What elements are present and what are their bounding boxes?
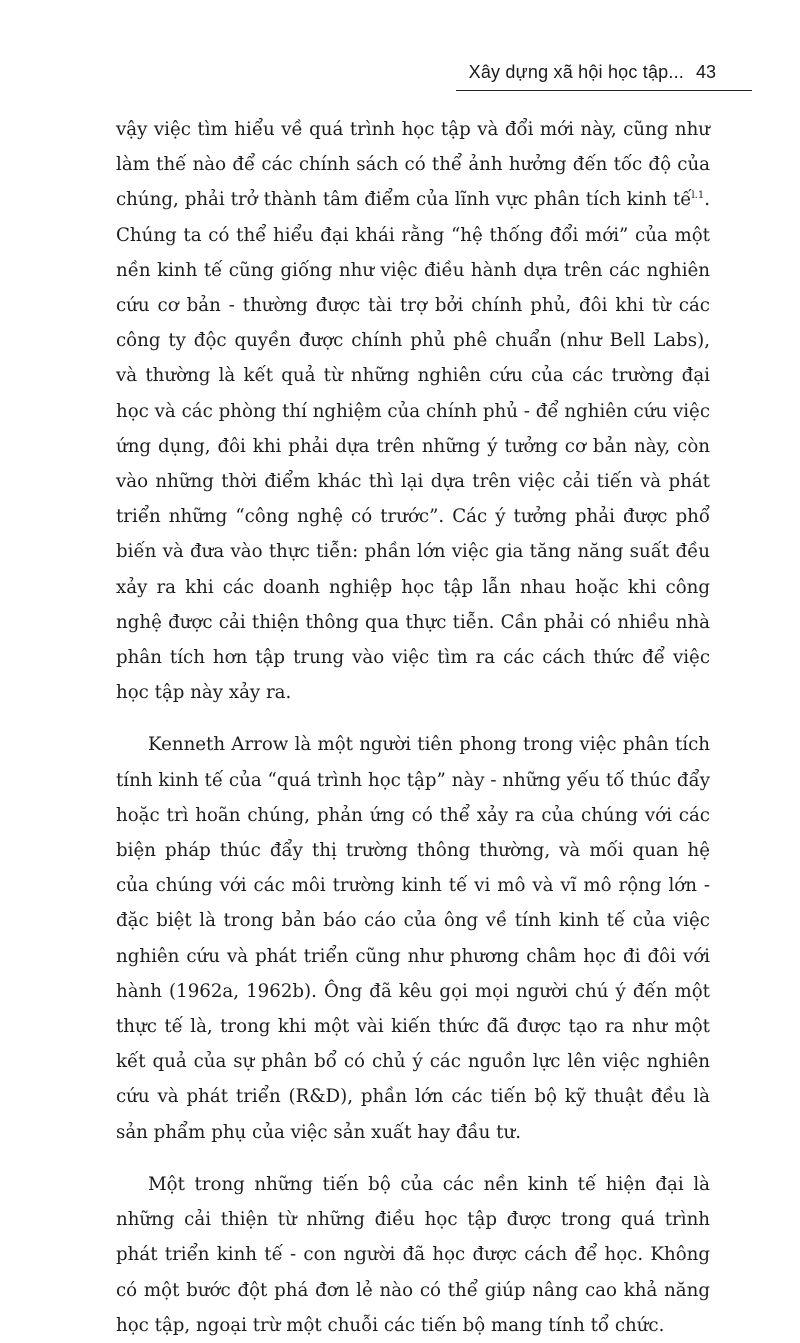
body-text — [116, 112, 710, 1343]
header-rule — [456, 90, 752, 91]
paragraph-1-text: vậy việc tìm hiểu về quá trình học tập và đổi mới này, cũng như làm thế nào để các chính sách có thể ảnh hưởng đến tốc độ của chúng, phải trở thành tâm điểm của lĩnh vực phân tích kinh tế — [116, 119, 710, 211]
running-header-title: Xây dựng xã hội học tập... — [468, 62, 684, 82]
footnote-ref: l.1 — [691, 190, 705, 202]
paragraph-1-text-cont: . Chúng ta có thể hiểu đại khái rằng “hệ thống đổi mới” của một nền kinh tế cũng giống như việc điều hành dựa trên các nghiên cứu cơ bản - thường được tài trợ bởi chính phủ, đôi khi từ các công ty độc quyền được chính phủ phê chuẩn (như Bell Labs), và thường là kết quả từ những nghiên cứu của các trường đại học và các phòng thí nghiệm của chính phủ - để nghiên cứu việc ứng dụng, đôi khi phải dựa trên những ý tưởng cơ bản này, còn vào những thời điểm khác thì lại dựa trên việc cải tiến và phát triển những “công nghệ có trước”. Các ý tưởng phải được phổ biến và đưa vào thực tiễn: phần lớn việc gia tăng năng suất đều xảy ra khi các doanh nghiệp học tập lẫn nhau hoặc khi công nghệ được cải thiện thông qua thực tiễn. Cần phải có nhiều nhà phân tích hơn tập trung vào việc tìm ra các cách thức để việc học tập này xảy ra. — [116, 189, 710, 704]
paragraph-2: Kenneth Arrow là một người tiên phong trong việc phân tích tính kinh tế của “quá trình học tập” này - những yếu tố thúc đẩy hoặc trì hoãn chúng, phản ứng có thể xảy ra của chúng với các biện pháp thúc đẩy thị trường thông thường, và mối quan hệ của chúng với các môi trường kinh tế vi mô và vĩ mô rộng lớn - đặc biệt là trong bản báo cáo của ông về tính kinh tế của việc nghiên cứu và phát triển cũng như phương châm học đi đôi với hành (1962a, 1962b). Ông đã kêu gọi mọi người chú ý đến một thực tế là, trong khi một vài kiến thức đã được tạo ra như một kết quả của sự phân bổ có chủ ý các nguồn lực lên việc nghiên cứu và phát triển (R&D), phần lớn các tiến bộ kỹ thuật đều là sản phẩm phụ của việc sản xuất hay đầu tư. — [116, 734, 710, 1143]
running-header — [440, 62, 752, 92]
paragraph-1 — [116, 112, 710, 710]
page-number: 43 — [695, 62, 716, 82]
paragraph-3: Một trong những tiến bộ của các nền kinh tế hiện đại là những cải thiện từ những điều học tập được trong quá trình phát triển kinh tế - con người đã học được cách để học. Không có một bước đột phá đơn lẻ nào có thể giúp nâng cao khả năng học tập, ngoại trừ một chuỗi các tiến bộ mang tính tổ chức. — [116, 1173, 710, 1336]
